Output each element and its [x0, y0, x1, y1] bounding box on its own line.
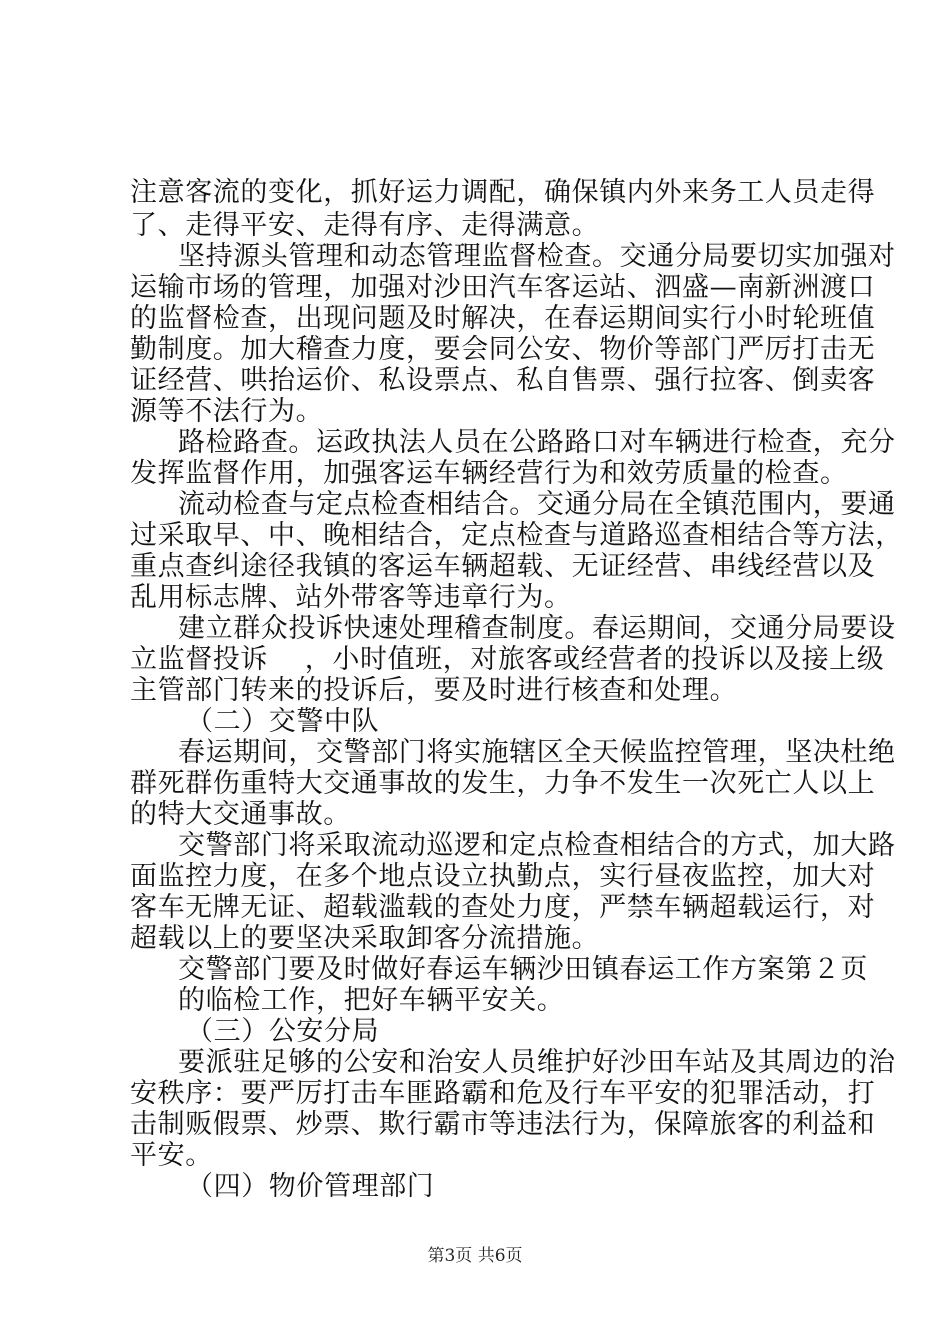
- text-line: 立监督投诉 ，小时值班，对旅客或经营者的投诉以及接上级: [130, 644, 885, 675]
- text-line: 的监督检查，出现问题及时解决，在春运期间实行小时轮班值: [130, 303, 876, 334]
- text-line: 平安。: [130, 1140, 213, 1171]
- text-line: 的特大交通事故。: [130, 799, 351, 830]
- text-line: 击制贩假票、炒票、欺行霸市等违法行为，保障旅客的利益和: [130, 1109, 876, 1140]
- text-line: 重点查纠途径我镇的客运车辆超载、无证经营、串线经营以及: [130, 551, 876, 582]
- text-line: 面监控力度，在多个地点设立执勤点，实行昼夜监控，加大对: [130, 861, 876, 892]
- text-line: 运输市场的管理，加强对沙田汽车客运站、泗盛—南新洲渡口: [130, 272, 876, 303]
- text-line: 要派驻足够的公安和治安人员维护好沙田车站及其周边的治: [178, 1047, 896, 1078]
- text-line: 源等不法行为。: [130, 396, 324, 427]
- text-line: 证经营、哄抬运价、私设票点、私自售票、强行拉客、倒卖客: [130, 365, 876, 396]
- text-line: 坚持源头管理和动态管理监督检查。交通分局要切实加强对: [178, 241, 896, 272]
- text-line: 勤制度。加大稽查力度，要会同公安、物价等部门严厉打击无: [130, 334, 876, 365]
- text-line: 注意客流的变化，抓好运力调配，确保镇内外来务工人员走得: [130, 177, 876, 208]
- text-line: 春运期间，交警部门将实施辖区全天候监控管理，坚决杜绝: [178, 737, 896, 768]
- text-line: 过采取早、中、晚相结合，定点检查与道路巡查相结合等方法，: [130, 520, 903, 551]
- text-line: 交警部门将采取流动巡逻和定点检查相结合的方式，加大路: [178, 830, 896, 861]
- text-line: 群死群伤重特大交通事故的发生，力争不发生一次死亡人以上: [130, 768, 876, 799]
- text-line: 路检路查。运政执法人员在公路路口对车辆进行检查，充分: [178, 427, 896, 458]
- text-line: 超载以上的要坚决采取卸客分流措施。: [130, 923, 600, 954]
- text-line: 交警部门要及时做好春运车辆沙田镇春运工作方案第２页: [178, 954, 868, 985]
- text-line: 的临检工作，把好车辆平安关。: [178, 985, 565, 1016]
- section-heading: （三）公安分局: [186, 1016, 380, 1047]
- page-footer: 第3页 共6页: [427, 1246, 523, 1266]
- section-heading: （二）交警中队: [186, 706, 380, 737]
- text-line: 安秩序：要严厉打击车匪路霸和危及行车平安的犯罪活动，打: [130, 1078, 876, 1109]
- section-heading: （四）物价管理部门: [186, 1171, 435, 1202]
- text-line: 客车无牌无证、超载滥载的查处力度，严禁车辆超载运行，对: [130, 892, 876, 923]
- text-line: 建立群众投诉快速处理稽查制度。春运期间，交通分局要设: [178, 613, 896, 644]
- text-line: 主管部门转来的投诉后，要及时进行核查和处理。: [130, 675, 738, 706]
- text-line: 了、走得平安、走得有序、走得满意。: [130, 210, 600, 241]
- text-line: 乱用标志牌、站外带客等违章行为。: [130, 582, 572, 613]
- text-line: 流动检查与定点检查相结合。交通分局在全镇范围内，要通: [178, 489, 896, 520]
- text-line: 发挥监督作用，加强客运车辆经营行为和效劳质量的检查。: [130, 458, 848, 489]
